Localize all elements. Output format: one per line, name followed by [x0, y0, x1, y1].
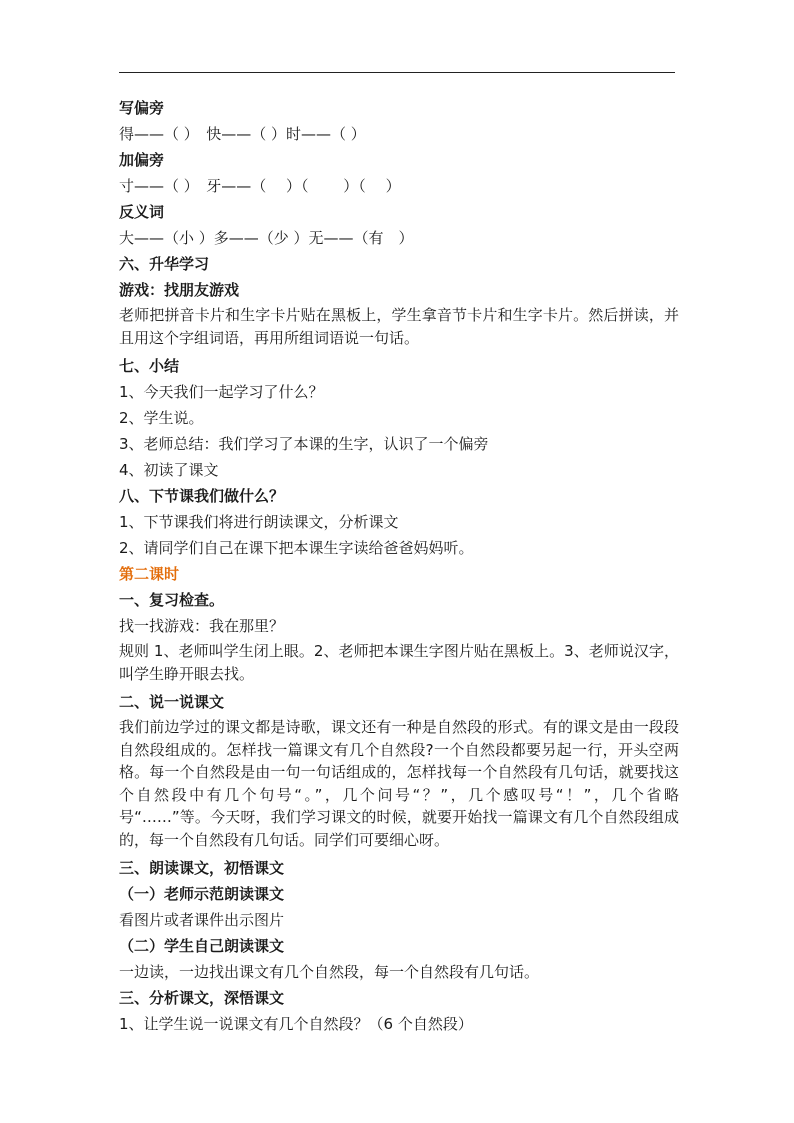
teacher-demo-heading: （一）老师示范朗读课文 [119, 885, 285, 903]
read-aloud-heading: 三、朗读课文，初悟课文 [119, 859, 285, 877]
student-read-text: 一边读，一边找出课文有几个自然段，每一个自然段有几句话。 [119, 963, 540, 981]
review-heading: 一、复习检查。 [119, 591, 225, 609]
analyze-heading: 三、分析课文，深悟课文 [119, 989, 285, 1007]
section-heading-6: 六、升华学习 [119, 255, 210, 273]
section-heading-8: 八、下节课我们做什么？ [119, 487, 285, 505]
header-rule [119, 72, 675, 73]
teacher-demo-text: 看图片或者课件出示图片 [119, 911, 285, 929]
find-game-rules: 规则 1、老师叫学生闭上眼。2、老师把本课生字图片贴在黑板上。3、老师说汉字，叫学生睁开眼去找。 [119, 642, 679, 683]
heading-antonyms: 反义词 [119, 203, 165, 221]
document-body [119, 95, 679, 1037]
summary-item-2: 2、学生说。 [119, 409, 204, 427]
summary-item-1: 1、今天我们一起学习了什么？ [119, 383, 324, 401]
next-class-item-1: 1、下节课我们将进行朗读课文，分析课文 [119, 513, 399, 531]
game-title: 游戏：找朋友游戏 [119, 281, 240, 299]
summary-item-4: 4、初读了课文 [119, 461, 219, 479]
second-lesson-heading: 第二课时 [119, 565, 180, 583]
exercise-add-radical: 寸——（ ） 牙——（ ）（ ）（ ） [119, 177, 401, 195]
talk-text-paragraph: 我们前边学过的课文都是诗歌，课文还有一种是自然段的形式。有的课文是由一段段自然段组成的。怎样找一篇课文有几个自然段?一个自然段都要另起一行，开头空两格。每一个自然段是由一句一句话组成的，怎样找每一个自然段有几句话，就要找这个自然段中有几个句号“。”，几个问号“？”，几个感叹号“！”，几个省略号“……”等。今天呀，我们学习课文的时候，就要开始找一篇课文有几个自然段组成的，每一个自然段有几句话。同学们可要细心呀。 [119, 718, 679, 849]
summary-item-3: 3、老师总结：我们学习了本课的生字，认识了一个偏旁 [119, 435, 489, 453]
talk-text-heading: 二、说一说课文 [119, 693, 225, 711]
exercise-write-radical: 得——（ ） 快——（ ）时——（ ） [119, 125, 366, 143]
section-heading-7: 七、小结 [119, 357, 180, 375]
game-description: 老师把拼音卡片和生字卡片贴在黑板上，学生拿音节卡片和生字卡片。然后拼读，并且用这个字组词语，再用所组词语说一句话。 [119, 306, 679, 347]
analyze-item-1: 1、让学生说一说课文有几个自然段？（6 个自然段） [119, 1015, 473, 1033]
heading-add-radical: 加偏旁 [119, 151, 165, 169]
exercise-antonyms: 大——（小 ）多——（少 ）无——（有 ） [119, 229, 414, 247]
student-read-heading: （二）学生自己朗读课文 [119, 937, 285, 955]
find-game-title: 找一找游戏：我在那里？ [119, 617, 285, 635]
heading-write-radical: 写偏旁 [119, 99, 165, 117]
next-class-item-2: 2、请同学们自己在课下把本课生字读给爸爸妈妈听。 [119, 539, 474, 557]
